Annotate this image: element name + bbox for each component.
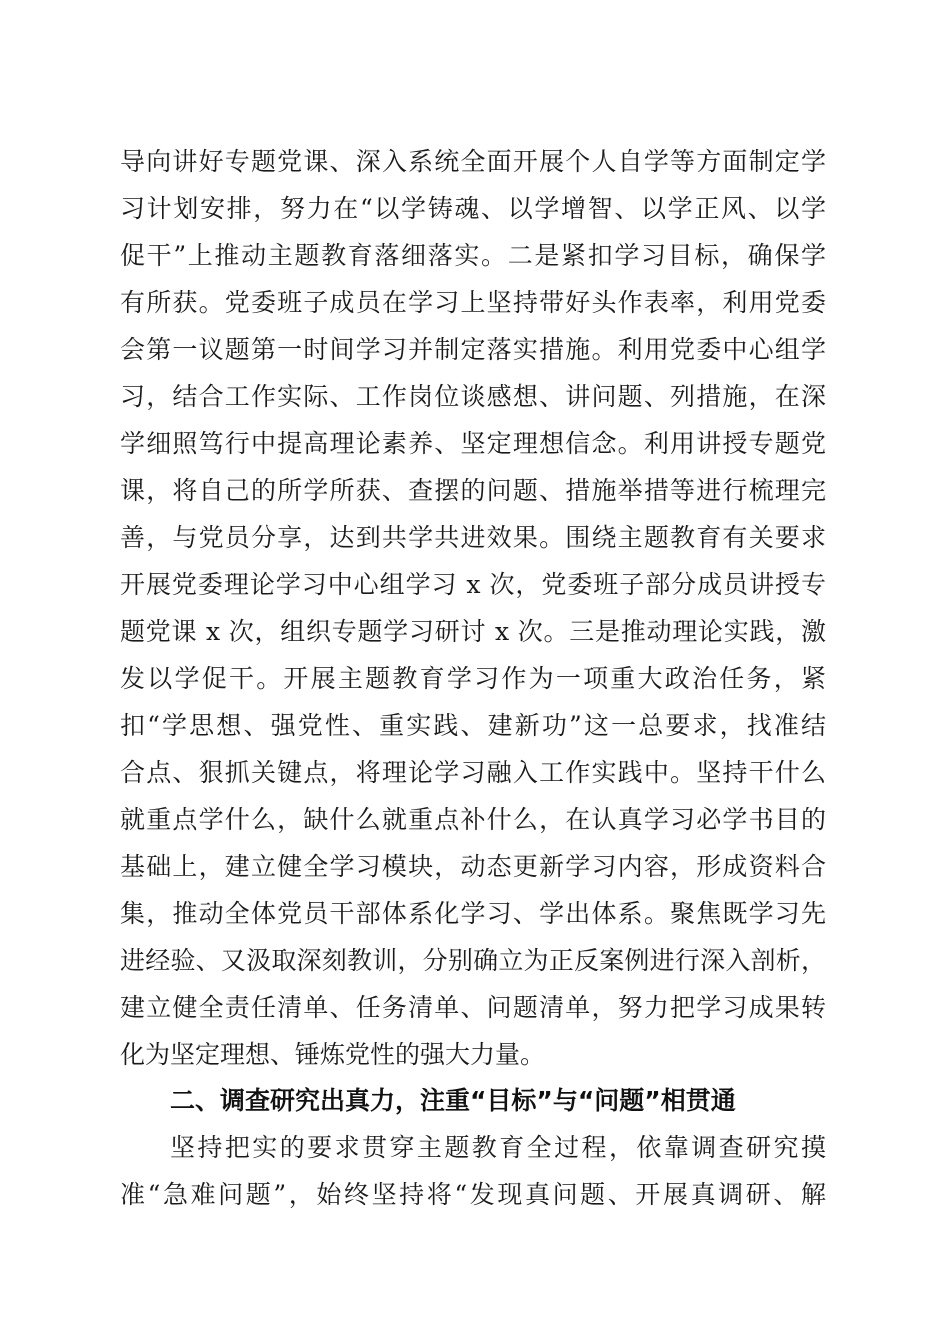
- text-line: 准“急难问题”，始终坚持将“发现真问题、开展真调研、解: [120, 1180, 826, 1209]
- text-line: 合点、狠抓关键点，将理论学习融入工作实践中。坚持干什么: [120, 758, 826, 787]
- text-line: 善，与党员分享，达到共学共进效果。围绕主题教育有关要求: [120, 523, 826, 552]
- text-line: 发以学促干。开展主题教育学习作为一项重大政治任务，紧: [120, 664, 826, 693]
- text-line: 课，将自己的所学所获、查摆的问题、措施举措等进行梳理完: [120, 476, 826, 505]
- text-line: 扣“学思想、强党性、重实践、建新功”这一总要求，找准结: [120, 711, 826, 740]
- text-line: 集，推动全体党员干部体系化学习、学出体系。聚焦既学习先: [120, 899, 826, 928]
- text-line: 导向讲好专题党课、深入系统全面开展个人自学等方面制定学: [120, 147, 826, 176]
- section-heading: 二、调查研究出真力，注重“目标”与“问题”相贯通: [170, 1086, 736, 1115]
- text-line: 会第一议题第一时间学习并制定落实措施。利用党委中心组学: [120, 335, 826, 364]
- text-line: 建立健全责任清单、任务清单、问题清单，努力把学习成果转: [120, 993, 826, 1022]
- text-line: 习，结合工作实际、工作岗位谈感想、讲问题、列措施，在深: [120, 382, 826, 411]
- text-line: 就重点学什么，缺什么就重点补什么，在认真学习必学书目的: [120, 805, 826, 834]
- text-line: 进经验、又汲取深刻教训，分别确立为正反案例进行深入剖析，: [120, 946, 826, 975]
- text-line: 学细照笃行中提高理论素养、坚定理想信念。利用讲授专题党: [120, 429, 826, 458]
- text-line: 习计划安排，努力在“以学铸魂、以学增智、以学正风、以学: [120, 194, 826, 223]
- text-line: 题党课 x 次，组织专题学习研讨 x 次。三是推动理论实践，激: [120, 617, 826, 646]
- text-line: 坚持把实的要求贯穿主题教育全过程，依靠调查研究摸: [170, 1133, 826, 1162]
- text-line: 促干”上推动主题教育落细落实。二是紧扣学习目标，确保学: [120, 241, 826, 270]
- text-line: 基础上，建立健全学习模块，动态更新学习内容，形成资料合: [120, 852, 826, 881]
- text-line: 有所获。党委班子成员在学习上坚持带好头作表率，利用党委: [120, 288, 826, 317]
- text-line: 开展党委理论学习中心组学习 x 次，党委班子部分成员讲授专: [120, 570, 826, 599]
- text-line: 化为坚定理想、锤炼党性的强大力量。: [120, 1040, 546, 1069]
